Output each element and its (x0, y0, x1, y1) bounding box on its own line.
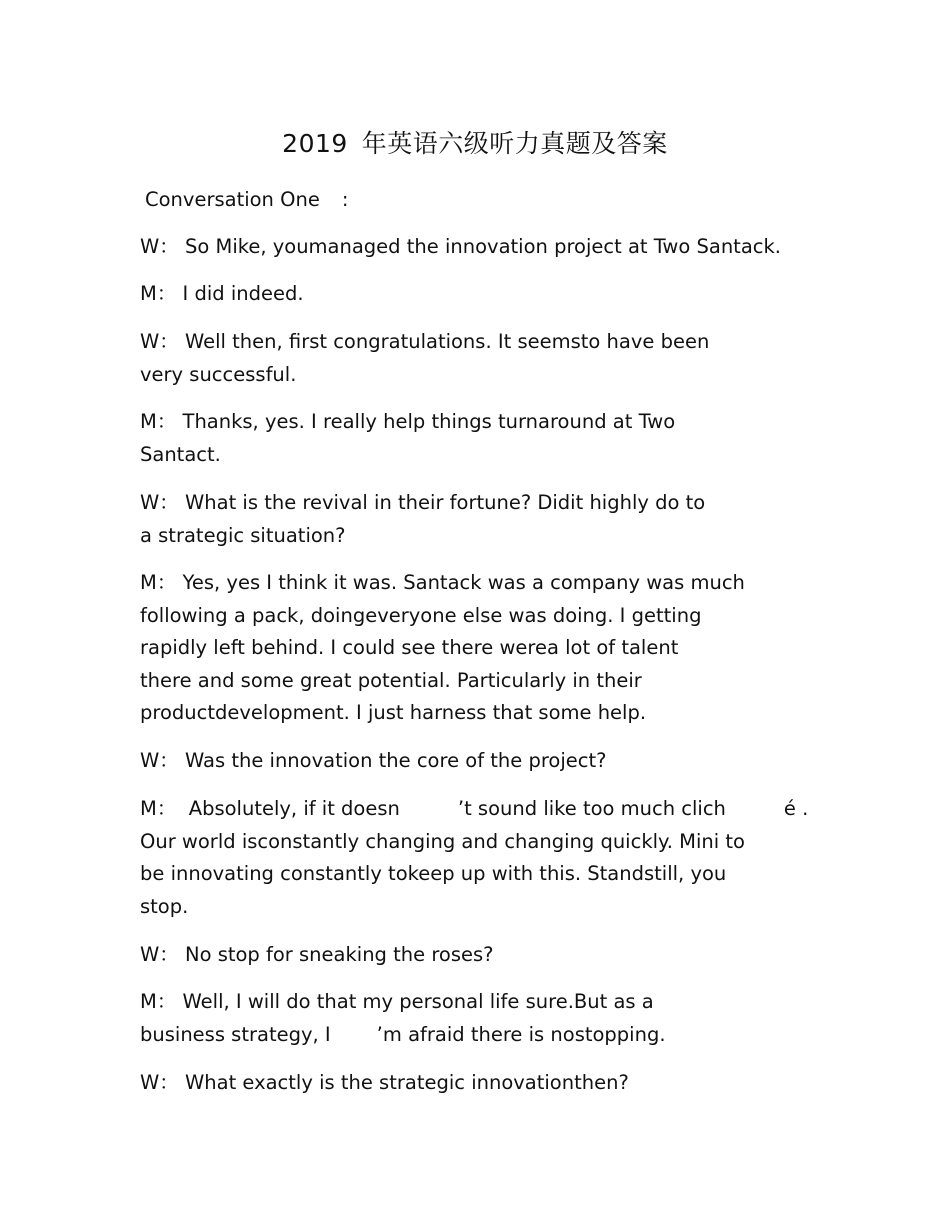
dialogue-line: following a pack, doingeveryone else was doing. I getting (140, 603, 702, 627)
dialogue-line: a strategic situation? (140, 523, 346, 547)
section-heading (145, 184, 348, 217)
dialogue-line: productdevelopment. I just harness that some help. (140, 701, 647, 724)
dialogue-line: Yes, yes I think it was. Santack was a company was much (182, 571, 745, 594)
page-title (0, 128, 950, 160)
dialogue-paragraph (140, 745, 607, 778)
speaker-label: M： (140, 282, 177, 305)
dialogue-line: What is the revival in their fortune? Didit highly do to (184, 491, 706, 514)
title-text: 年英语六级听力真题及答案 (361, 129, 668, 158)
dialogue-line: stop. (140, 894, 189, 918)
dialogue-line: Well then, first congratulations. It seemsto have been (184, 330, 710, 353)
speaker-label: M： (140, 797, 177, 820)
dialogue-paragraph (140, 793, 808, 923)
dialogue-paragraph (140, 1067, 629, 1100)
speaker-label: W： (140, 491, 179, 514)
dialogue-paragraph (140, 231, 781, 264)
dialogue-fragment: business strategy, I (140, 1022, 331, 1046)
dialogue-paragraph (140, 939, 494, 972)
section-heading-text: Conversation One (145, 188, 320, 211)
dialogue-line: there and some great potential. Particularly in their (140, 668, 642, 692)
dialogue-fragment: Absolutely, if it doesn (188, 797, 400, 820)
dialogue-paragraph (140, 487, 705, 552)
dialogue-line: What exactly is the strategic innovationthen? (184, 1071, 629, 1094)
speaker-label: W： (140, 235, 179, 258)
dialogue-paragraph (140, 406, 675, 471)
dialogue-line: Was the innovation the core of the project? (184, 749, 607, 772)
dialogue-line: Santact. (140, 442, 221, 466)
dialogue-line: No stop for sneaking the roses? (184, 943, 494, 966)
speaker-label: W： (140, 1071, 179, 1094)
section-heading-colon: : (341, 188, 349, 211)
speaker-label: W： (140, 943, 179, 966)
speaker-label: M： (140, 410, 177, 433)
dialogue-paragraph (140, 326, 709, 391)
dialogue-paragraph (140, 986, 666, 1051)
dialogue-line: I did indeed. (182, 282, 304, 305)
dialogue-paragraph (140, 567, 745, 730)
dialogue-line: So Mike, youmanaged the innovation project at Two Santack. (184, 235, 781, 258)
dialogue-fragment: ’m afraid there is nostopping. (376, 1022, 666, 1046)
dialogue-line: rapidly left behind. I could see there werea lot of talent (140, 636, 679, 659)
dialogue-fragment: é . (783, 797, 809, 820)
speaker-label: M： (140, 571, 177, 594)
speaker-label: W： (140, 330, 179, 353)
dialogue-fragment: ’t sound like too much clich (457, 797, 726, 820)
dialogue-line: Our world isconstantly changing and changing quickly. Mini to (140, 829, 745, 853)
dialogue-line: Thanks, yes. I really help things turnaround at Two (182, 410, 676, 433)
dialogue-paragraph (140, 278, 304, 311)
speaker-label: W： (140, 749, 179, 772)
dialogue-line: very successful. (140, 362, 297, 386)
speaker-label: M： (140, 990, 177, 1013)
dialogue-line: Well, I will do that my personal life sure.But as a (182, 990, 654, 1013)
dialogue-line: be innovating constantly tokeep up with this. Standstill, you (140, 862, 727, 885)
title-year: 2019 (282, 129, 348, 158)
